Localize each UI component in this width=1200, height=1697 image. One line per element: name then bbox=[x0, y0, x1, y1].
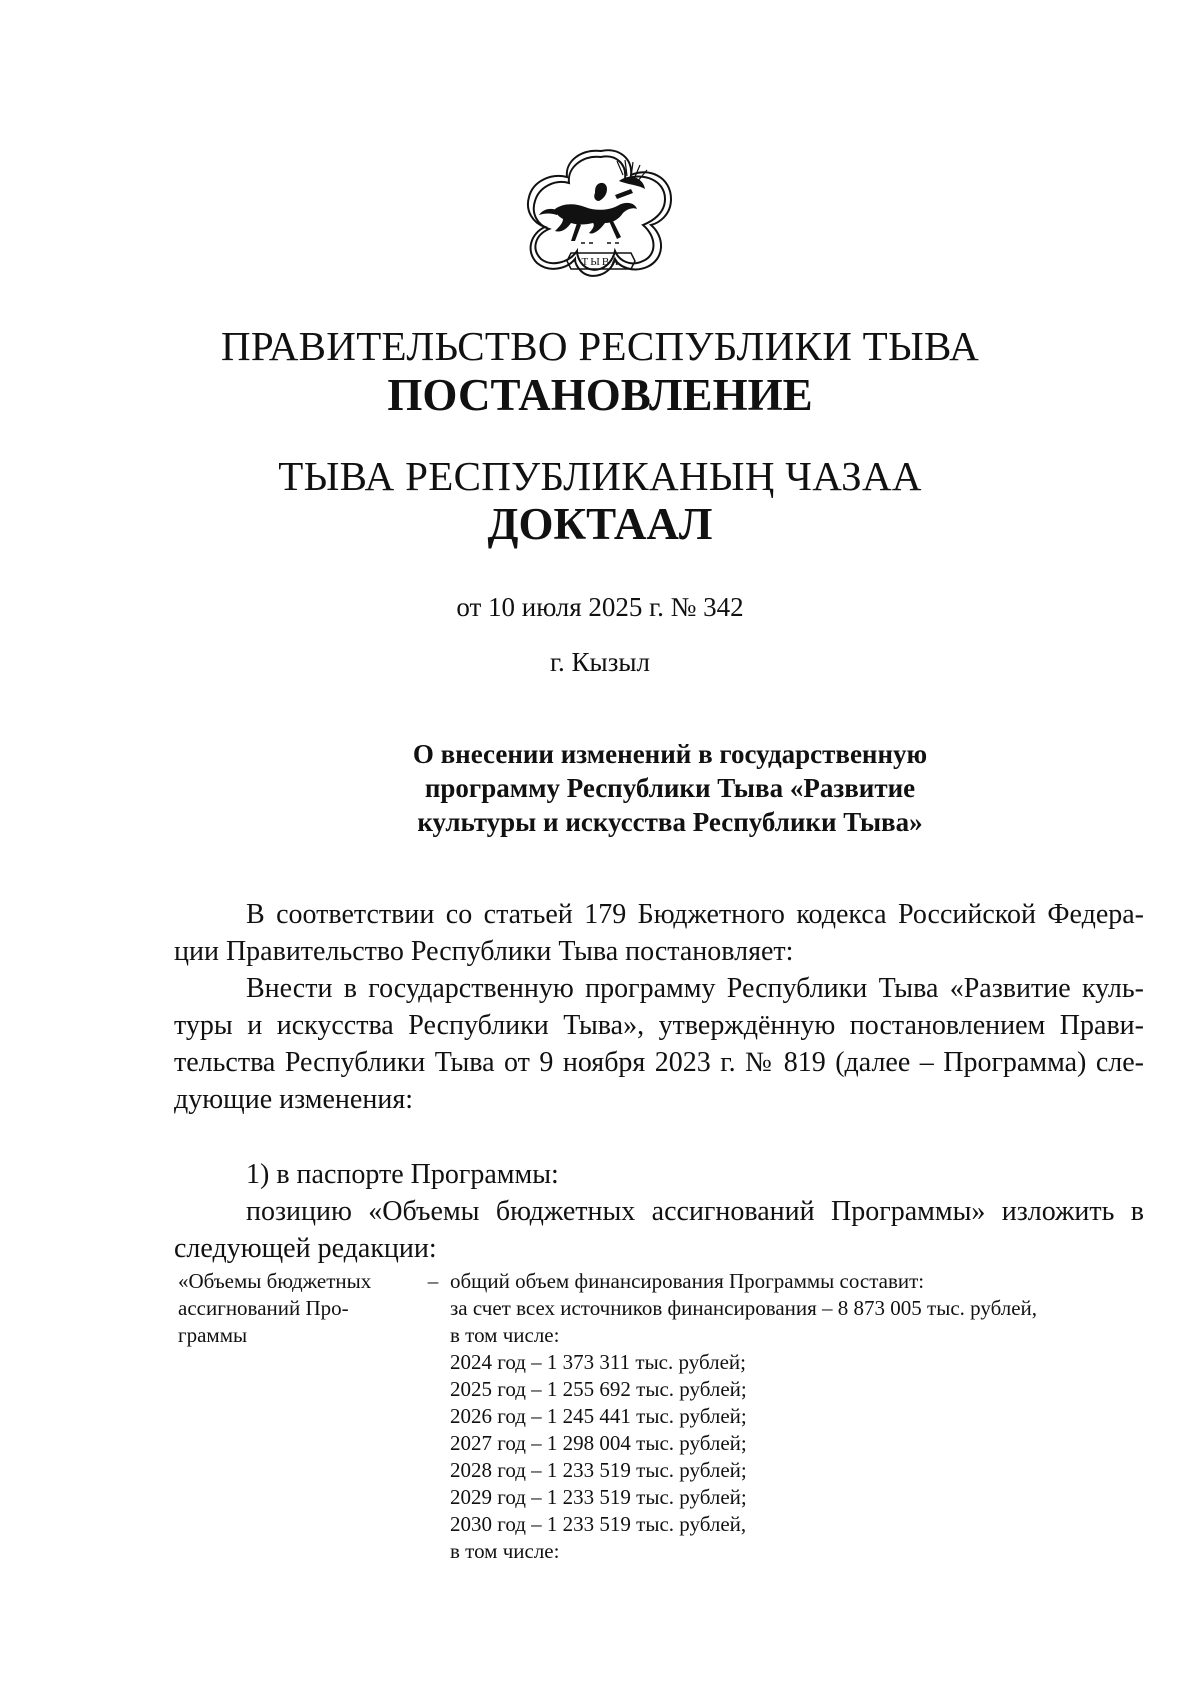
table-value-line: за счет всех источников финансирования – 8 873 005 тыс. рублей, bbox=[450, 1296, 1038, 1320]
title-line: О внесении изменений в государственную bbox=[412, 739, 928, 769]
table-dash: – bbox=[427, 1269, 439, 1293]
paragraph-line: тельства Республики Тыва от 9 ноября 2023 г. № 819 (далее – Программа) сле- bbox=[174, 1047, 1144, 1078]
table-label-line: ассигнований Про- bbox=[178, 1296, 349, 1320]
document-title bbox=[300, 737, 1040, 839]
paragraph-line: Внести в государственную программу Республики Тыва «Развитие куль- bbox=[246, 973, 1144, 1004]
budget-table-values bbox=[450, 1268, 1150, 1565]
paragraph-line: ции Правительство Республики Тыва постановляет: bbox=[174, 936, 794, 967]
table-value-line: 2027 год – 1 298 004 тыс. рублей; bbox=[450, 1431, 747, 1455]
document-type-heading: ПОСТАНОВЛЕНИЕ bbox=[387, 370, 813, 420]
paragraph-line: туры и искусства Республики Тыва», утверждённую постановлением Прави- bbox=[174, 1010, 1144, 1041]
table-value-line: 2028 год – 1 233 519 тыс. рублей; bbox=[450, 1458, 747, 1482]
document-date-number: от 10 июля 2025 г. № 342 bbox=[456, 592, 744, 622]
title-line: программу Республики Тыва «Развитие bbox=[424, 773, 916, 803]
budget-table-label bbox=[178, 1268, 418, 1349]
table-label-line: «Объемы бюджетных bbox=[178, 1269, 372, 1293]
paragraph-line: дующие изменения: bbox=[174, 1084, 413, 1115]
document-city: г. Кызыл bbox=[550, 647, 650, 677]
table-value-line: 2025 год – 1 255 692 тыс. рублей; bbox=[450, 1377, 747, 1401]
paragraph-line: 1) в паспорте Программы: bbox=[246, 1159, 559, 1190]
paragraph-basis bbox=[174, 896, 1144, 970]
paragraph-line: В соответствии со статьей 179 Бюджетного кодекса Российской Федера- bbox=[246, 899, 1144, 930]
paragraph-position bbox=[174, 1193, 1144, 1267]
table-value-line: общий объем финансирования Программы составит: bbox=[450, 1269, 925, 1293]
table-value-line: 2026 год – 1 245 441 тыс. рублей; bbox=[450, 1404, 747, 1428]
paragraph-amendment bbox=[174, 970, 1144, 1118]
emblem-ribbon-text: ТЫВА bbox=[581, 256, 621, 268]
table-value-line: в том числе: bbox=[450, 1539, 560, 1563]
government-heading: ПРАВИТЕЛЬСТВО РЕСПУБЛИКИ ТЫВА bbox=[220, 323, 980, 369]
table-value-line: 2029 год – 1 233 519 тыс. рублей; bbox=[450, 1485, 747, 1509]
document-type-heading-tyvan: ДОКТААЛ bbox=[487, 499, 713, 549]
title-line: культуры и искусства Республики Тыва» bbox=[417, 807, 923, 837]
paragraph-line: следующей редакции: bbox=[174, 1233, 437, 1264]
table-value-line: 2024 год – 1 373 311 тыс. рублей; bbox=[450, 1350, 746, 1374]
paragraph-line: позицию «Объемы бюджетных ассигнований Программы» изложить в bbox=[246, 1196, 1144, 1227]
list-item-1 bbox=[174, 1156, 1144, 1193]
table-value-line: в том числе: bbox=[450, 1323, 560, 1347]
table-label-line: граммы bbox=[178, 1323, 248, 1347]
government-heading-tyvan: ТЫВА РЕСПУБЛИКАНЫҢ ЧАЗАА bbox=[278, 453, 922, 499]
table-value-line: 2030 год – 1 233 519 тыс. рублей, bbox=[450, 1512, 747, 1536]
